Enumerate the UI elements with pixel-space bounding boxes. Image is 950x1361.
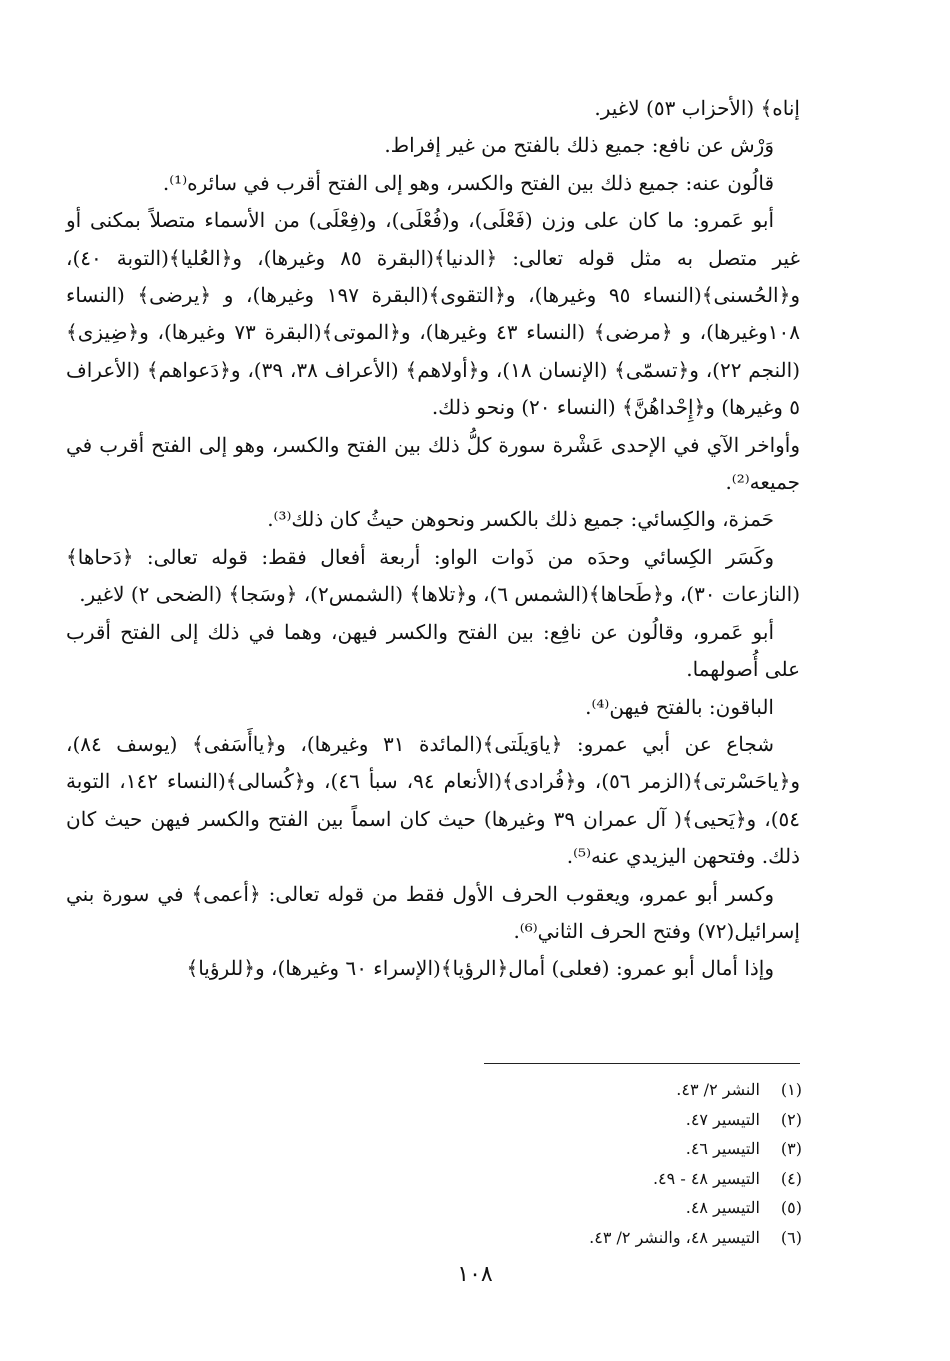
footnote-number: (٣)	[780, 1139, 802, 1159]
footnote-number: (٦)	[780, 1227, 802, 1247]
footnote-number: (٥)	[780, 1198, 802, 1218]
paragraph: أبو عَمرو، وقالُون عن نافِع: بين الفتح والكسر فيهن، وهما في ذلك إلى الفتح أقرب على أُصولهما.	[66, 619, 800, 682]
footnote-item	[302, 1105, 802, 1135]
footnote-item	[302, 1193, 802, 1223]
footnote-text: التيسير ٤٧.	[685, 1109, 760, 1129]
footnote-separator	[484, 1063, 800, 1064]
footnote-number: (٤)	[780, 1168, 802, 1188]
footnote-number: (١)	[780, 1080, 802, 1099]
footnote-item	[302, 1223, 802, 1253]
footnote-number: (٢)	[780, 1109, 802, 1129]
paragraph: حَمزة، والكِسائي: جميع ذلك بالكسر ونحوهن حيثُ كان ذلك⁽³⁾.	[267, 507, 774, 532]
paragraph: إناه﴾ (الأحزاب ٥٣) لاغير.	[594, 96, 800, 120]
paragraph: وكسر أبو عمرو، ويعقوب الحرف الأول فقط من قوله تعالى: ﴿أعمى﴾ في سورة بني إسرائيل(٧٢) وفتح الحرف الثاني⁽⁶⁾.	[66, 881, 800, 943]
footnote-text: التيسير ٤٨ - ٤٩.	[652, 1168, 760, 1188]
paragraph: قالُون عنه: جميع ذلك بين الفتح والكسر، وهو إلى الفتح أقرب في سائره⁽¹⁾.	[162, 170, 774, 195]
footnote-text: التيسير ٤٨.	[685, 1198, 760, 1218]
paragraph: وأواخر الآي في الإحدى عَشْرة سورة كلُّ ذلك بين الفتح والكسر، وهو إلى الفتح أقرب في جميعه⁽²⁾.	[66, 432, 800, 495]
footnote-text: التيسير ٤٦.	[685, 1139, 760, 1159]
paragraph: أبو عَمرو: ما كان على وزن (فَعْلَى)، و(فُعْلَى)، و(فِعْلَى) من الأسماء متصلاً بمكنى أو غير متصل به مثل قوله تعالى: ﴿الدنيا﴾(البقرة ٨٥ وغيرها)، و﴿العُليا﴾(التوبة ٤٠)، و﴿الحُسنى﴾(النساء ٩٥ وغيرها)، و﴿التقوى﴾(البقرة ١٩٧ وغيرها)، و ﴿يرضى﴾ (النساء ١٠٨وغيرها)، و ﴿مرضى﴾ (النساء ٤٣ وغيرها)، و﴿الموتى﴾(البقرة ٧٣ وغيرها)، و﴿ضِيزى﴾ (النجم ٢٢)، و﴿تسمّى﴾ (الإنسان ١٨)، و﴿أولاهم﴾ (الأعراف ٣٨، ٣٩)، و﴿دَعواهم﴾ (الأعراف ٥ وغيرها) و﴿إِحْداهُنَّ﴾ (النساء ٢٠) ونحو ذلك.	[66, 208, 801, 420]
page-number: ١٠٨	[457, 1262, 493, 1287]
paragraph: الباقون: بالفتح فيهن⁽⁴⁾.	[585, 694, 774, 719]
main-text	[66, 90, 800, 988]
footnote-item	[302, 1164, 802, 1194]
paragraph: وَرْش عن نافع: جميع ذلك بالفتح من غير إفراط.	[384, 133, 774, 158]
footnote-text: التيسير ٤٨، والنشر ٢/ ٤٣.	[589, 1227, 760, 1247]
footnote-item	[302, 1075, 802, 1105]
footnote-item	[302, 1134, 802, 1164]
paragraph: وإذا أمال أبو عمرو: (فعلى) أمال﴿الرؤيا﴾(الإسراء ٦٠ وغيرها)، و﴿للرؤيا﴾	[186, 956, 774, 981]
paragraph: شجاع عن أبي عمرو: ﴿ياوَيلَتى﴾(المائدة ٣١ وغيرها)، و﴿ياأَسَفى﴾ (يوسف ٨٤)، و﴿ياحَسْرتى﴾(الزمر ٥٦)، و﴿فُرادى﴾(الأنعام ٩٤، سبأ ٤٦)، و﴿كُسالى﴾(النساء ١٤٢، التوبة ٥٤)، و﴿يَحيى﴾( آل عمران ٣٩ وغيرها) حيث كان اسماً بين الفتح والكسر فيهن حيث كان ذلك. وفتحهن اليزيدي عنه⁽⁵⁾.	[66, 731, 800, 869]
footnote-text: النشر ٢/ ٤٣.	[676, 1080, 760, 1099]
paragraph: وكَسَر الكِسائي وحدَه من ذَوات الواو: أربعة أفعال فقط: قوله تعالى: ﴿دَحاها﴾ (النازعات ٣٠)، و﴿طَحاها﴾(الشمس ٦)، و﴿تلاها﴾ (الشمس٢)، ﴿وسَجا﴾ (الضحى ٢) لاغير.	[66, 544, 800, 607]
footnotes	[302, 1075, 802, 1253]
